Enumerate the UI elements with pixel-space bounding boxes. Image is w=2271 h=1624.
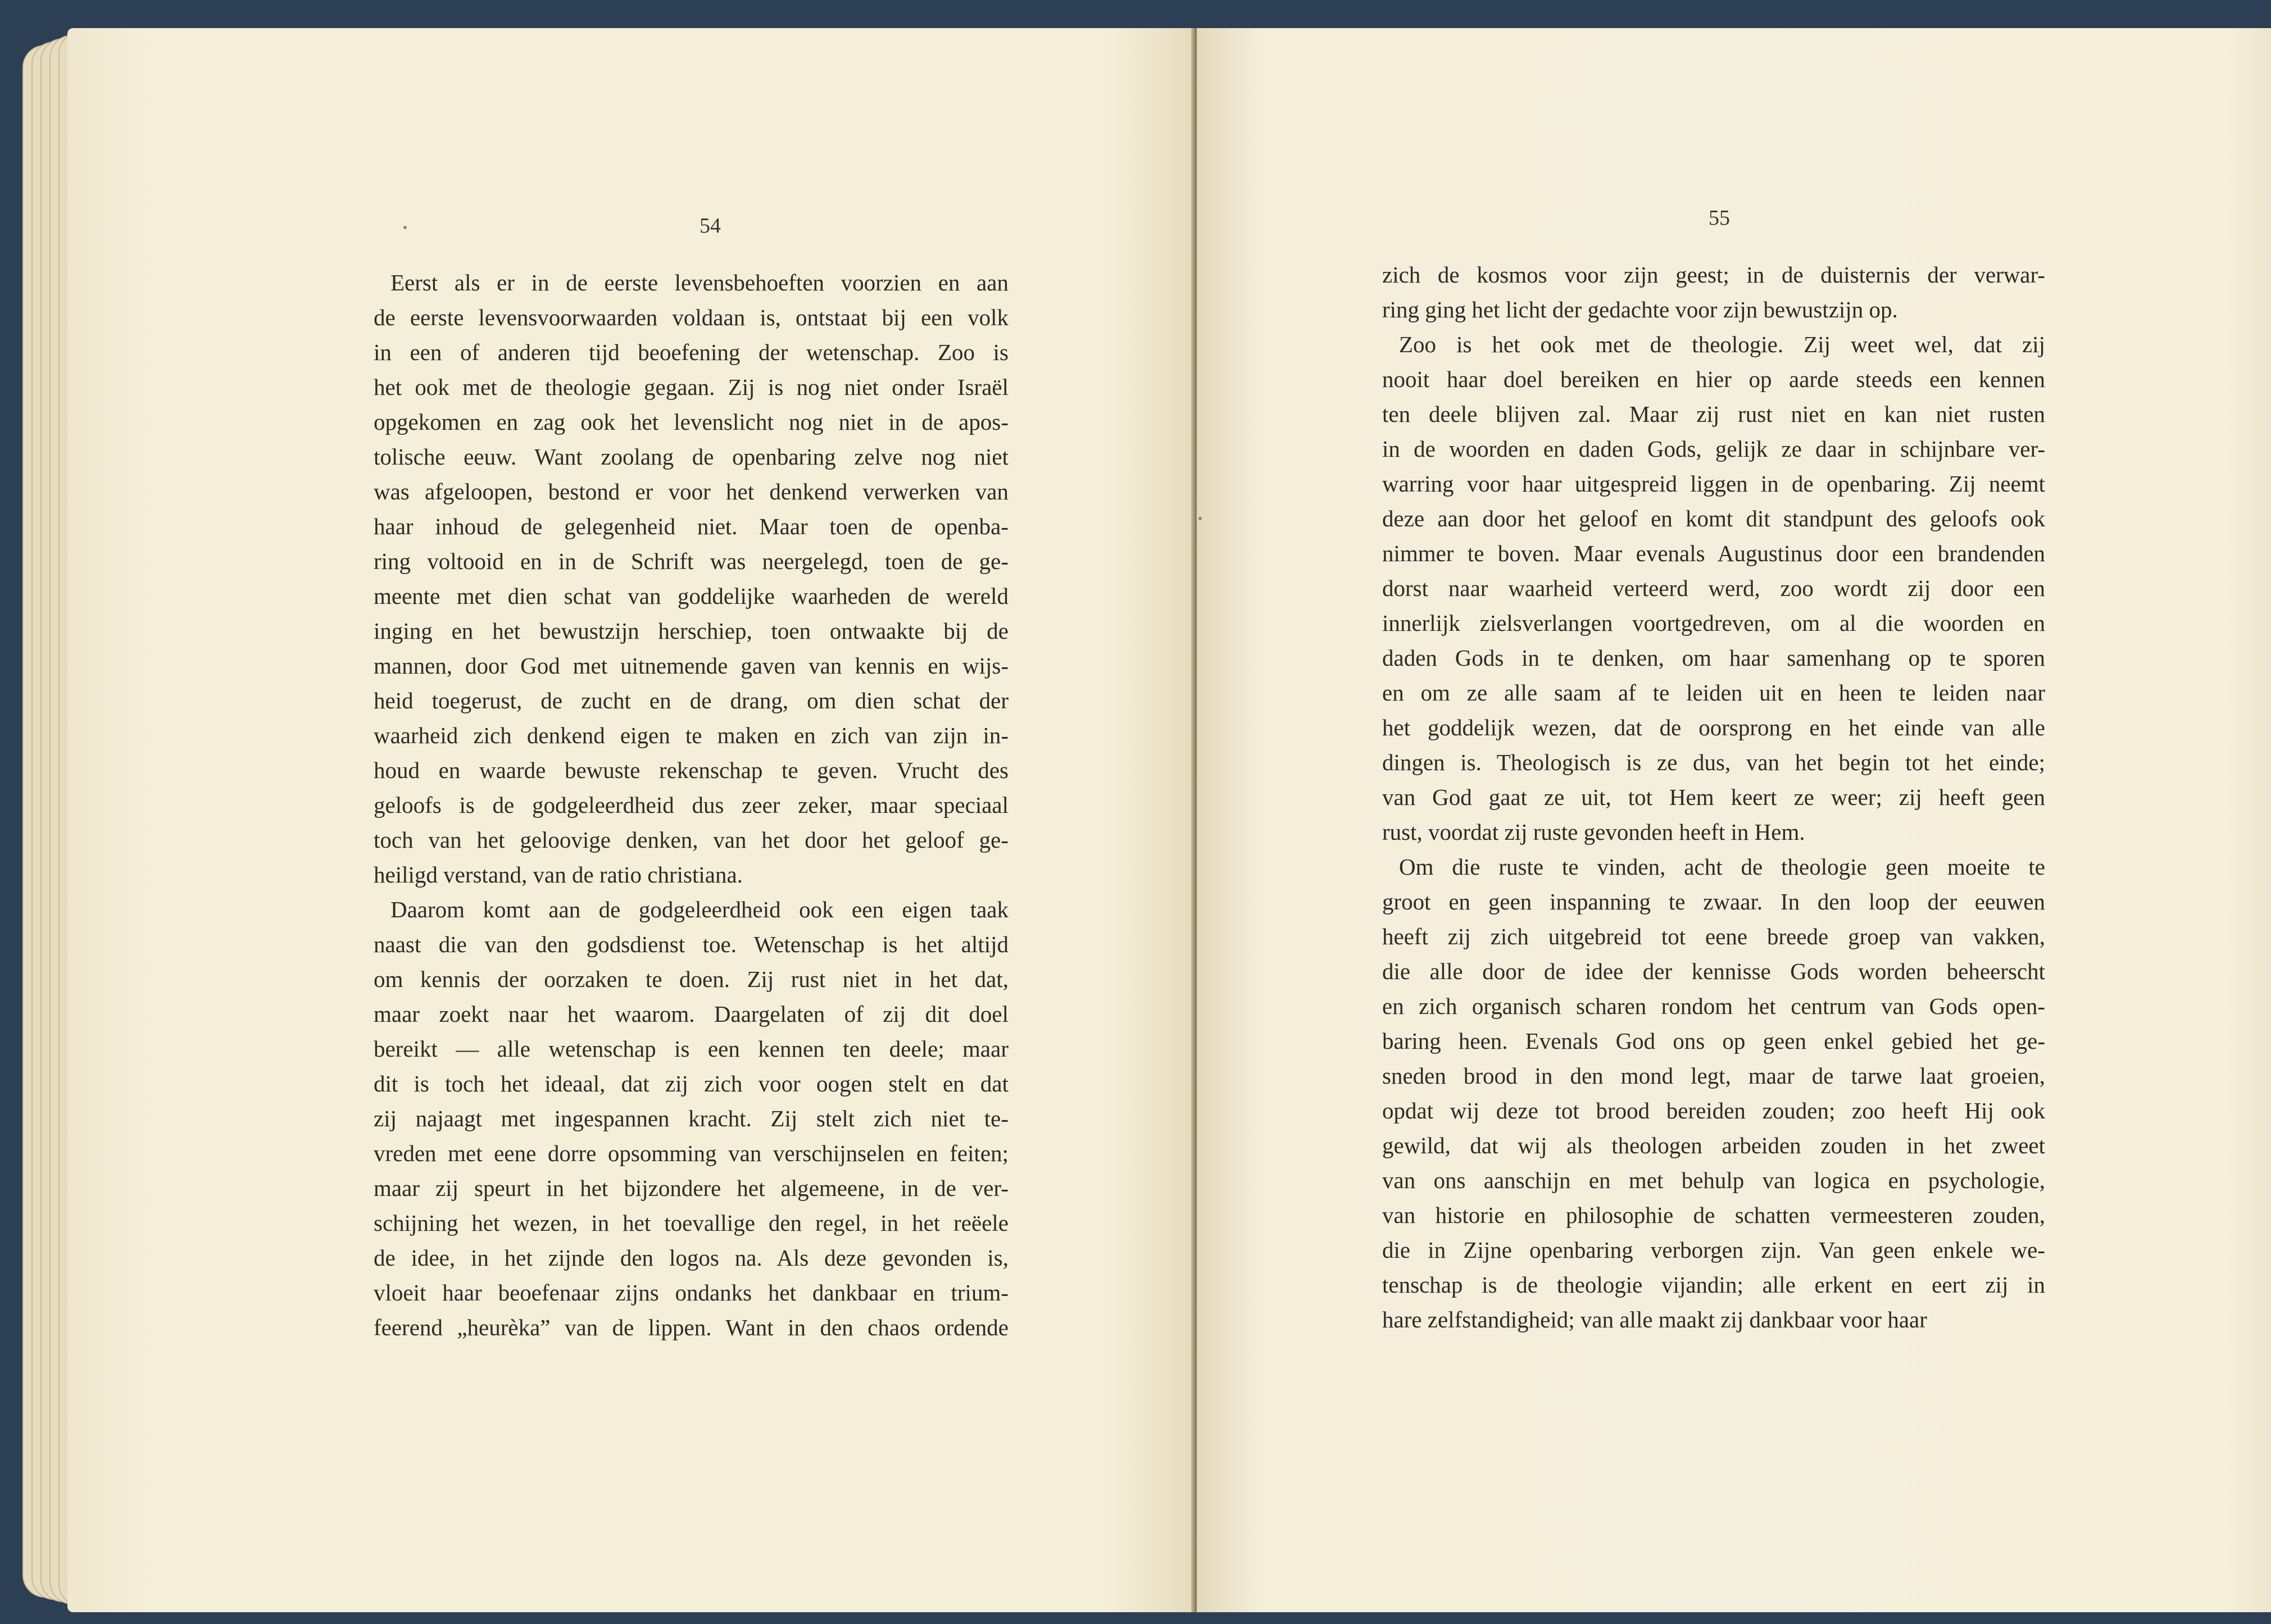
text-line: hare zelfstandigheid; van alle maakt zij dankbaar voor haar [1382, 1307, 1927, 1332]
text-line: geloofs is de godgeleerdheid dus zeer zeker, maar speciaal [374, 792, 1009, 818]
text-line: was afgeloopen, bestond er voor het denkend verwerken van [374, 479, 1009, 504]
text-line: tenschap is de theologie vijandin; alle erkent en eert zij in [1382, 1272, 2045, 1298]
text-line: bereikt — alle wetenschap is een kennen ten deele; maar [374, 1036, 1009, 1062]
text-line: opdat wij deze tot brood bereiden zouden; zoo heeft Hij ook [1382, 1098, 2045, 1123]
text-line: het goddelijk wezen, dat de oorsprong en het einde van alle [1382, 715, 2045, 740]
text-line: baring heen. Evenals God ons op geen enkel gebied het ge- [1382, 1028, 2045, 1054]
text-line: van ons aanschijn en met behulp van logica en psychologie, [1382, 1167, 2045, 1193]
text-line: feerend „heurèka” van de lippen. Want in den chaos ordende [374, 1314, 1009, 1340]
text-line: Zoo is het ook met de theologie. Zij weet wel, dat zij [1399, 331, 2045, 357]
text-line: maar zij speurt in het bijzondere het algemeene, in de ver- [374, 1175, 1009, 1201]
text-line: innerlijk zielsverlangen voortgedreven, om al die woorden en [1382, 610, 2045, 636]
text-line: van historie en philosophie de schatten vermeesteren zouden, [1382, 1202, 2045, 1228]
text-line: die in Zijne openbaring verborgen zijn. Van geen enkele we- [1382, 1237, 2045, 1263]
text-line: heeft zij zich uitgebreid tot eene breede groep van vakken, [1382, 924, 2045, 949]
text-line: zich de kosmos voor zijn geest; in de duisternis der verwar- [1382, 262, 2045, 288]
text-line: nooit haar doel bereiken en hier op aarde steeds een kennen [1382, 366, 2045, 392]
text-line: en om ze alle saam af te leiden uit en heen te leiden naar [1382, 680, 2045, 706]
text-line: ring voltooid en in de Schrift was neergelegd, toen de ge- [374, 548, 1009, 574]
text-line: opgekomen en zag ook het levenslicht nog niet in de apos- [374, 409, 1009, 435]
text-line: mannen, door God met uitnemende gaven van kennis en wijs- [374, 653, 1009, 679]
text-line: Eerst als er in de eerste levensbehoeften voorzien en aan [390, 270, 1009, 295]
text-line: in de woorden en daden Gods, gelijk ze daar in schijnbare ver- [1382, 436, 2045, 462]
text-line: ten deele blijven zal. Maar zij rust niet en kan niet rusten [1382, 401, 2045, 427]
text-line: het ook met de theologie gegaan. Zij is nog niet onder Israël [374, 374, 1009, 400]
text-line: die alle door de idee der kennisse Gods worden beheerscht [1382, 958, 2045, 984]
text-line: haar inhoud de gelegenheid niet. Maar toen de openba- [374, 513, 1009, 539]
text-line: gewild, dat wij als theologen arbeiden zouden in het zweet [1382, 1132, 2045, 1158]
text-line: groot en geen inspanning te zwaar. In den loop der eeuwen [1382, 889, 2045, 915]
text-line: dit is toch het ideaal, dat zij zich voor oogen stelt en dat [374, 1071, 1009, 1097]
text-line: van God gaat ze uit, tot Hem keert ze weer; zij heeft geen [1382, 784, 2045, 810]
text-line: schijning het wezen, in het toevallige den regel, in het reëele [374, 1210, 1009, 1236]
text-line: vloeit haar beoefenaar zijns ondanks het dankbaar en trium- [374, 1280, 1009, 1305]
text-line: naast die van den godsdienst toe. Wetenschap is het altijd [374, 931, 1009, 957]
text-line: toch van het geloovige denken, van het door het geloof ge- [374, 827, 1009, 853]
text-line: rust, voordat zij ruste gevonden heeft in Hem. [1382, 819, 1805, 845]
print-speck [403, 226, 407, 229]
page-number: 55 [1709, 206, 1730, 230]
text-line: meente met dien schat van goddelijke waarheden de wereld [374, 583, 1009, 609]
print-speck [1198, 517, 1202, 520]
text-line: houd en waarde bewuste rekenschap te geven. Vrucht des [374, 757, 1009, 783]
text-line: zij najaagt met ingespannen kracht. Zij stelt zich niet te- [374, 1106, 1009, 1131]
text-line: deze aan door het geloof en komt dit standpunt des geloofs ook [1382, 506, 2045, 531]
text-line: de eerste levensvoorwaarden voldaan is, ontstaat bij een volk [374, 304, 1009, 330]
text-line: en zich organisch scharen rondom het centrum van Gods open- [1382, 993, 2045, 1019]
text-line: heid toegerust, de zucht en de drang, om dien schat der [374, 688, 1009, 713]
text-line: ring ging het licht der gedachte voor zijn bewustzijn op. [1382, 297, 1898, 322]
text-line: dorst naar waarheid verteerd werd, zoo wordt zij door een [1382, 575, 2045, 601]
text-line: vreden met eene dorre opsomming van verschijnselen en feiten; [374, 1140, 1009, 1166]
text-line: dingen is. Theologisch is ze dus, van het begin tot het einde; [1382, 749, 2045, 775]
body-text [1382, 257, 2045, 1337]
text-line: Om die ruste te vinden, acht de theologie geen moeite te [1399, 854, 2045, 880]
text-line: de idee, in het zijnde den logos na. Als deze gevonden is, [374, 1245, 1009, 1271]
text-line: nimmer te boven. Maar evenals Augustinus door een brandenden [1382, 540, 2045, 566]
text-line: maar zoekt naar het waarom. Daargelaten of zij dit doel [374, 1001, 1009, 1027]
left-page [67, 28, 1197, 1612]
text-line: daden Gods in te denken, om haar samenhang op te sporen [1382, 645, 2045, 671]
text-line: heiligd verstand, van de ratio christiana. [374, 862, 743, 888]
body-text [374, 265, 1009, 1345]
text-line: in een of anderen tijd beoefening der wetenschap. Zoo is [374, 339, 1009, 365]
text-line: warring voor haar uitgespreid liggen in de openbaring. Zij neemt [1382, 471, 2045, 497]
page-number: 54 [700, 214, 721, 238]
text-line: waarheid zich denkend eigen te maken en zich van zijn in- [374, 722, 1009, 748]
open-book [22, 28, 2270, 1618]
text-line: sneden brood in den mond legt, maar de tarwe laat groeien, [1382, 1063, 2045, 1089]
text-line: Daarom komt aan de godgeleerdheid ook een eigen taak [390, 897, 1009, 922]
text-line: inging en het bewustzijn herschiep, toen ontwaakte bij de [374, 618, 1009, 644]
text-line: tolische eeuw. Want zoolang de openbaring zelve nog niet [374, 444, 1009, 470]
text-line: om kennis der oorzaken te doen. Zij rust niet in het dat, [374, 966, 1009, 992]
right-page [1197, 28, 2271, 1612]
